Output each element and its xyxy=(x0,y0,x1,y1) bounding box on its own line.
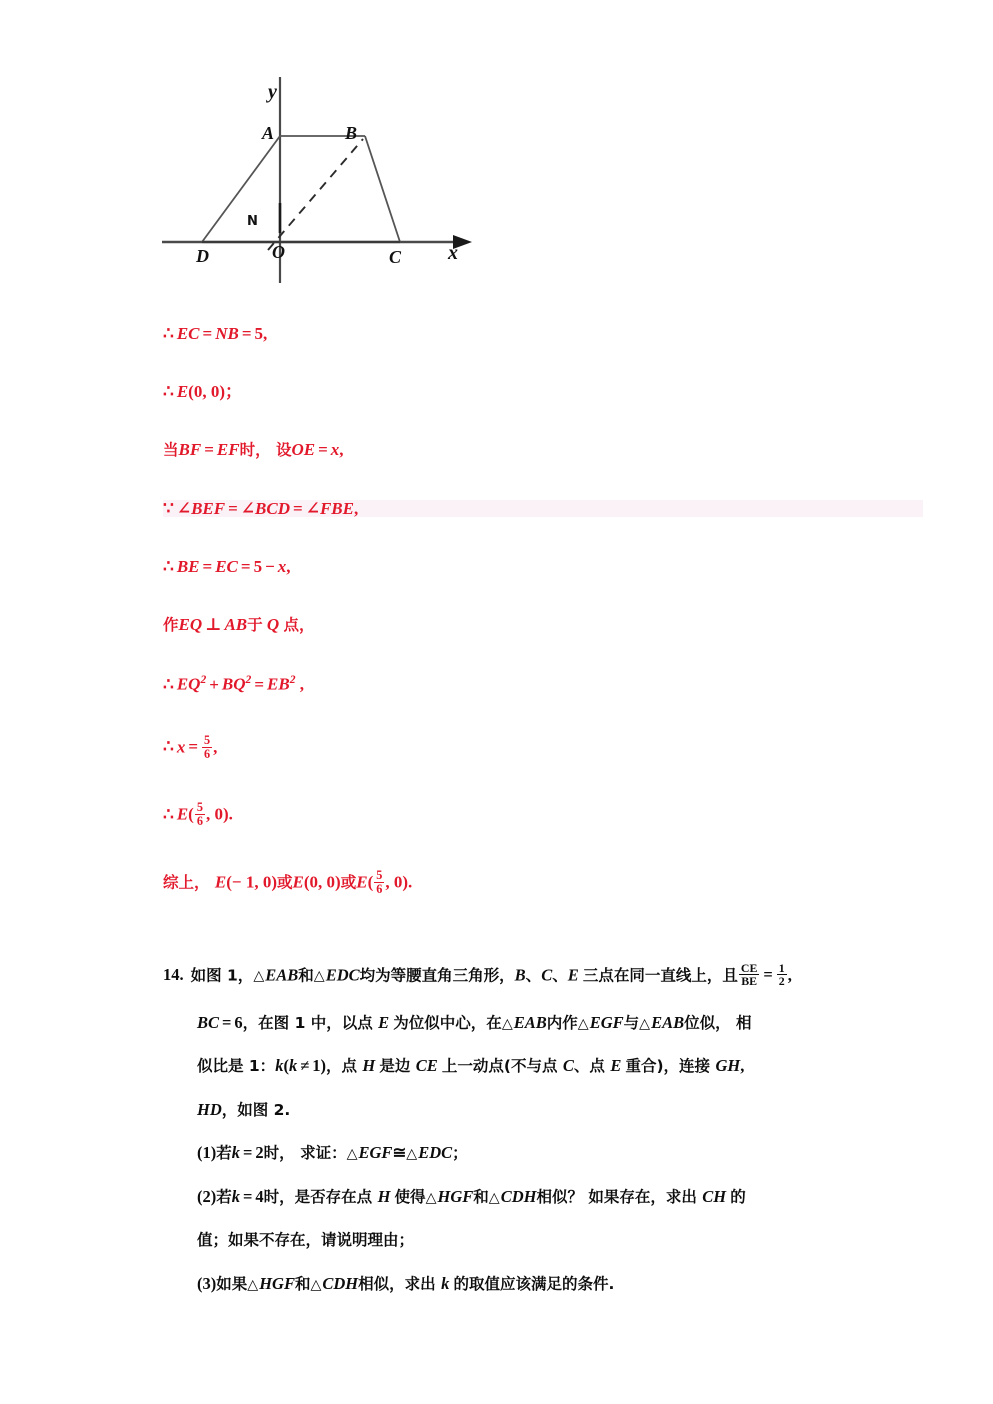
math-operator: = xyxy=(240,556,251,576)
logic-symbol: ∴ xyxy=(163,674,174,694)
cjk-text: 使得 xyxy=(394,1187,426,1206)
triangle-symbol: △ xyxy=(247,1276,259,1293)
cjk-text: 于 xyxy=(247,615,263,634)
problem-line xyxy=(163,1145,963,1162)
fraction-numerator: CE xyxy=(740,961,758,975)
fraction xyxy=(202,734,212,761)
triangle-symbol: △ xyxy=(313,968,325,985)
math-variable: k xyxy=(441,1273,454,1293)
math-operator: + xyxy=(209,674,219,694)
math-number: , xyxy=(286,556,291,576)
fraction xyxy=(195,801,205,828)
problem-line xyxy=(163,1099,963,1119)
math-variable: k xyxy=(231,1186,241,1206)
cjk-text: ，在图 1 中，以点 xyxy=(242,1013,379,1032)
cjk-text: 若 xyxy=(216,1187,232,1206)
math-operator: = xyxy=(763,965,773,985)
math-operator: = xyxy=(202,556,213,576)
cjk-text: ，点 xyxy=(326,1057,363,1076)
math-number: ∠ xyxy=(176,498,192,518)
logic-symbol: ∴ xyxy=(163,737,174,757)
math-number: ≅ xyxy=(392,1143,407,1163)
math-variable: EDC xyxy=(418,1143,453,1163)
solution-line xyxy=(163,558,923,575)
math-operator: = xyxy=(228,498,238,518)
cjk-text: 、 xyxy=(525,966,542,985)
math-operator: = xyxy=(188,737,199,757)
axis-label-x: x xyxy=(448,242,458,264)
math-variable: CE xyxy=(415,1056,442,1076)
math-variable: EC xyxy=(215,556,238,576)
math-variable: EAB xyxy=(265,965,299,985)
math-number: (0, 0) xyxy=(188,382,225,401)
fraction-numerator: 5 xyxy=(196,800,203,815)
cjk-text: 和 xyxy=(298,966,314,985)
point-label-D: D xyxy=(196,246,209,266)
math-number: , xyxy=(787,965,792,985)
cjk-text: 综上， xyxy=(163,873,215,892)
math-variable: EGF xyxy=(589,1012,624,1032)
math-number: (2) xyxy=(197,1186,217,1206)
math-number: 5 xyxy=(253,556,263,576)
triangle-symbol: △ xyxy=(406,1146,418,1163)
triangle-symbol: △ xyxy=(639,1015,651,1032)
math-variable: EQ xyxy=(176,674,201,694)
logic-symbol: ∴ xyxy=(163,324,174,343)
fraction xyxy=(777,962,787,988)
math-number: ( xyxy=(367,872,374,892)
cjk-text: 、 xyxy=(552,966,568,985)
solution-line xyxy=(163,383,923,400)
math-variable: x xyxy=(277,556,287,576)
math-variable: B xyxy=(514,965,526,985)
cjk-text: 或 xyxy=(277,873,293,892)
solution-line xyxy=(163,325,923,342)
cjk-text: 似比是 1： xyxy=(197,1057,276,1076)
math-variable: BQ xyxy=(221,674,246,694)
math-operator: = xyxy=(243,1186,253,1206)
math-variable: C xyxy=(541,965,553,985)
cjk-text: 相似？ 如果存在，求出 xyxy=(536,1187,703,1206)
math-variable: EGF xyxy=(358,1143,393,1163)
math-operator: = xyxy=(241,324,252,343)
fraction-numerator: 1 xyxy=(778,961,785,975)
cjk-text: 内作 xyxy=(546,1013,578,1032)
problem-line xyxy=(163,1273,963,1293)
point-label-C: C xyxy=(389,247,402,267)
cjk-text: 上一动点(不与点 xyxy=(441,1057,563,1076)
math-variable: E xyxy=(176,805,189,825)
math-number: 2 xyxy=(255,1143,264,1163)
math-variable: H xyxy=(377,1186,395,1206)
math-variable: AB xyxy=(224,614,248,634)
math-variable: CH xyxy=(702,1186,731,1206)
math-variable: C xyxy=(562,1056,574,1076)
triangle-symbol: △ xyxy=(346,1146,358,1163)
point-label-O: O xyxy=(272,242,285,262)
math-number: (− 1, 0) xyxy=(226,872,278,892)
math-number: ( xyxy=(188,805,194,825)
math-variable: H xyxy=(362,1056,380,1076)
math-number: , xyxy=(213,737,218,757)
cjk-text: 如果 xyxy=(216,1274,248,1293)
math-number: 4 xyxy=(255,1186,264,1206)
triangle-symbol: △ xyxy=(310,1276,322,1293)
problem-line xyxy=(163,1058,963,1075)
cjk-text: 时， 设 xyxy=(239,441,292,459)
segment-DA xyxy=(202,136,280,242)
solution-line xyxy=(163,734,923,761)
dashed-segment-NB xyxy=(268,139,363,250)
math-number: ( xyxy=(283,1056,289,1076)
math-number: , 0). xyxy=(385,872,413,892)
math-variable: EDC xyxy=(325,965,360,985)
math-variable: HGF xyxy=(259,1273,295,1293)
problem-number: 14. xyxy=(163,965,184,985)
math-variable: x xyxy=(176,737,186,757)
math-variable: E xyxy=(567,965,583,985)
problem-line xyxy=(163,1012,963,1032)
math-variable: BE xyxy=(176,556,200,576)
math-variable: E xyxy=(292,872,304,892)
math-number: ∠ xyxy=(305,498,320,518)
cjk-text: 三点在同一直线上，且 xyxy=(582,966,738,985)
logic-symbol: ∴ xyxy=(163,556,174,576)
math-number: , xyxy=(339,440,344,459)
triangle-symbol: △ xyxy=(501,1015,513,1032)
math-variable: E xyxy=(214,872,227,892)
triangle-symbol: △ xyxy=(425,1189,437,1206)
fraction-denominator: 6 xyxy=(196,814,203,829)
cjk-text: 和 xyxy=(294,1274,311,1293)
math-number: , xyxy=(353,498,359,518)
math-number: (3) xyxy=(197,1273,217,1293)
math-variable: HD xyxy=(197,1099,222,1119)
math-operator: ⊥ xyxy=(205,614,222,634)
math-number: 5 xyxy=(254,324,264,343)
math-variable: BC xyxy=(197,1012,220,1032)
cjk-text: 时， 求证： xyxy=(263,1144,347,1163)
math-variable: BEF xyxy=(191,498,226,518)
math-variable: k xyxy=(231,1143,241,1163)
triangle-symbol: △ xyxy=(488,1189,500,1206)
math-number: 1) xyxy=(312,1056,326,1076)
math-variable: Q xyxy=(262,614,284,634)
cjk-text: 点， xyxy=(283,615,315,634)
math-number: , 0). xyxy=(205,805,233,825)
math-variable: BF xyxy=(178,440,202,459)
segment-BC xyxy=(365,136,400,242)
math-variable: OE xyxy=(291,440,316,459)
triangle-symbol: △ xyxy=(577,1015,589,1032)
math-operator: = xyxy=(254,674,265,694)
math-operator: − xyxy=(265,556,275,576)
math-operator: ≠ xyxy=(300,1056,310,1076)
triangle-symbol: △ xyxy=(253,968,265,985)
math-number: , xyxy=(740,1056,745,1076)
cjk-text: 的 xyxy=(730,1187,746,1206)
cjk-text: ； xyxy=(452,1144,468,1163)
logic-symbol: ∴ xyxy=(163,805,174,825)
math-number: 6 xyxy=(234,1012,243,1032)
math-variable: NB xyxy=(215,324,239,343)
fraction-denominator: 6 xyxy=(204,746,211,761)
math-operator: = xyxy=(204,440,214,459)
cjk-text: 位似， 相 xyxy=(684,1013,752,1032)
cjk-text: 重合)，连接 xyxy=(625,1057,716,1076)
cjk-text: 的取值应该满足的条件. xyxy=(453,1274,615,1293)
problem-line xyxy=(163,1232,963,1249)
solution-line xyxy=(163,674,923,693)
math-variable: HGF xyxy=(437,1186,474,1206)
fraction-denominator: 2 xyxy=(778,974,785,989)
cjk-text: 与 xyxy=(623,1013,640,1032)
math-operator: = xyxy=(202,324,213,343)
cjk-text: 值；如果不存在，请说明理由； xyxy=(197,1231,415,1250)
math-variable: E xyxy=(610,1056,626,1076)
solution-line xyxy=(163,801,923,828)
cjk-text: 若 xyxy=(216,1144,232,1163)
logic-symbol: ∵ xyxy=(163,498,174,518)
math-variable: E xyxy=(378,1012,394,1032)
cjk-text: 相似，求出 xyxy=(358,1274,442,1293)
math-variable: EAB xyxy=(513,1012,547,1032)
math-number: ∠ xyxy=(240,498,256,518)
math-variable: EAB xyxy=(651,1012,685,1032)
math-variable: EC xyxy=(176,324,200,343)
solution-line xyxy=(163,616,923,634)
math-variable: E xyxy=(176,382,189,401)
cjk-text: 当 xyxy=(163,441,179,459)
fraction xyxy=(739,962,760,988)
fraction-numerator: 5 xyxy=(204,732,211,747)
solution-line xyxy=(163,500,923,517)
cjk-text: 如图 1， xyxy=(190,966,254,985)
math-variable: k xyxy=(275,1056,284,1076)
cjk-text: 和 xyxy=(473,1187,489,1206)
math-variable: EB xyxy=(267,674,290,694)
cjk-text: 、点 xyxy=(573,1057,611,1076)
math-operator: = xyxy=(243,1143,253,1163)
solution-line xyxy=(163,869,923,896)
fraction-numerator: 5 xyxy=(376,868,383,883)
math-variable: x xyxy=(330,440,340,459)
math-variable: BCD xyxy=(255,498,291,518)
math-number: ； xyxy=(225,382,242,401)
cjk-text: 均为等腰直角三角形， xyxy=(359,966,515,985)
math-variable: EF xyxy=(216,440,240,459)
math-variable: CDH xyxy=(500,1186,537,1206)
math-operator: = xyxy=(293,498,303,518)
exponent: 2 xyxy=(245,673,252,686)
math-variable: E xyxy=(356,872,368,892)
point-label-B: B xyxy=(345,123,358,143)
coordinate-figure xyxy=(0,0,993,300)
fraction-denominator: 6 xyxy=(376,881,383,896)
problem-14 xyxy=(163,962,963,1292)
math-variable: FBE xyxy=(319,498,354,518)
cjk-text: 作 xyxy=(163,615,179,634)
solution-line xyxy=(163,441,923,459)
problem-line xyxy=(163,962,963,988)
math-variable: EQ xyxy=(178,614,203,634)
math-operator: = xyxy=(318,440,328,459)
axis-label-y: y xyxy=(268,81,277,103)
cjk-text: 为位似中心，在 xyxy=(393,1013,502,1032)
cjk-text: 是边 xyxy=(379,1057,416,1076)
solution-steps xyxy=(163,325,923,896)
cjk-text: 时，是否存在点 xyxy=(263,1187,378,1206)
fraction-denominator: BE xyxy=(739,974,760,987)
math-variable: CDH xyxy=(322,1273,359,1293)
point-label-A: A xyxy=(262,123,275,143)
cjk-text: ，如图 2. xyxy=(221,1100,291,1119)
math-operator: = xyxy=(222,1012,232,1032)
point-label-N: N xyxy=(247,214,258,229)
problem-line xyxy=(163,1186,963,1206)
logic-symbol: ∴ xyxy=(163,382,174,401)
math-number: (0, 0) xyxy=(303,872,341,892)
fraction xyxy=(374,869,384,896)
math-number: (1) xyxy=(197,1143,217,1163)
math-number: , xyxy=(263,324,268,343)
math-number: , xyxy=(295,674,304,694)
math-variable: GH xyxy=(715,1056,741,1076)
cjk-text: 或 xyxy=(340,873,357,892)
math-variable: k xyxy=(288,1056,298,1076)
exponent: 2 xyxy=(200,673,207,686)
exponent: 2 xyxy=(289,673,296,686)
